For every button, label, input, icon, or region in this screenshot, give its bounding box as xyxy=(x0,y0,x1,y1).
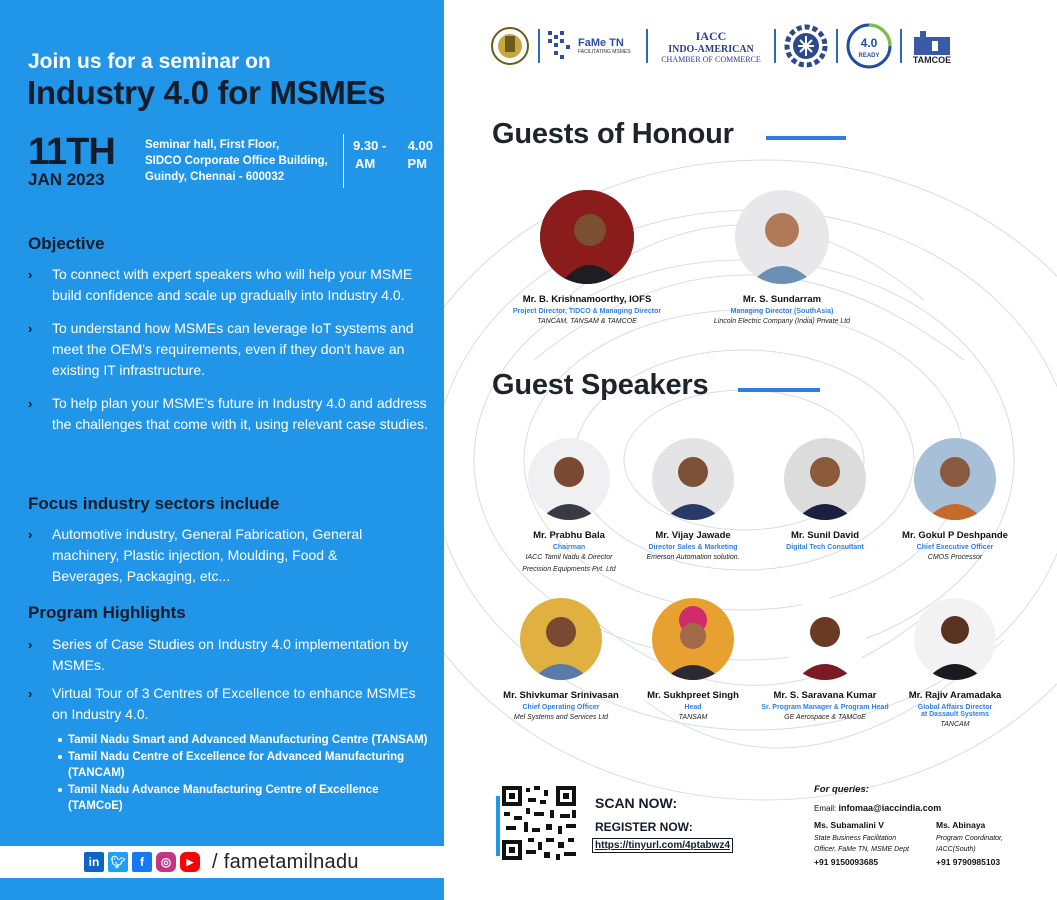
list-item: › To understand how MSMEs can leverage IoT systems and meet the OEM's requirements, even if they don't have an existing IT infrastructure. xyxy=(28,320,414,378)
contact-role: State Business Facilitation Officer, FaMe TN, MSME Dept xyxy=(814,835,909,853)
facebook-icon[interactable]: f xyxy=(132,852,152,872)
iacc-line2: CHAMBER OF COMMERCE xyxy=(661,54,761,64)
highlights-list xyxy=(28,634,428,737)
chevron-right-icon: › xyxy=(28,527,33,542)
speaker-org: Precision Equipments Pvt. Ltd xyxy=(522,566,616,573)
focus-list xyxy=(28,524,388,599)
time-start: 9.30 - xyxy=(353,138,387,153)
speaker-title: Global Affairs Director xyxy=(917,704,993,711)
centres-list xyxy=(58,732,428,815)
speaker-org: Emerson Automation solution. xyxy=(646,554,740,561)
venue-line: Seminar hall, First Floor, xyxy=(145,139,280,151)
instagram-icon[interactable]: ◎ xyxy=(156,852,176,872)
speaker-card xyxy=(760,438,890,551)
social-handle[interactable]: / fametamilnadu xyxy=(212,850,359,873)
list-item: Tamil Nadu Smart and Advanced Manufacturing Centre (TANSAM) xyxy=(58,732,428,748)
contact-role: Program Coordinator, IACC(South) xyxy=(936,835,1003,853)
qr-code[interactable] xyxy=(496,784,580,864)
speaker-org: GE Aerospace & TAMCoE xyxy=(784,714,866,721)
chevron-right-icon: › xyxy=(28,637,33,652)
iacc-logo xyxy=(656,29,766,64)
speaker-name: Mr. Sunil David xyxy=(790,530,860,541)
speaker-org: CMOS Processor xyxy=(927,554,983,561)
speaker-title: Chief Operating Officer xyxy=(522,704,600,711)
focus-heading: Focus industry sectors include xyxy=(28,494,280,513)
heading-underline xyxy=(738,388,820,392)
twitter-icon[interactable]: 🐦︎ xyxy=(108,852,128,872)
speaker-card xyxy=(496,598,626,723)
time-end-ampm: PM xyxy=(407,156,427,171)
guest-name: Mr. B. Krishnamoorthy, IOFS xyxy=(522,294,652,305)
speaker-card xyxy=(504,438,634,575)
speaker-name: Mr. Sukhpreet Singh xyxy=(647,690,739,701)
speaker-card xyxy=(890,598,1020,730)
guest-title: Project Director, TIDCO & Managing Director xyxy=(512,308,662,315)
avatar xyxy=(914,438,996,520)
scan-now-label: SCAN NOW: xyxy=(595,795,678,811)
list-item: › Virtual Tour of 3 Centres of Excellence to enhance MSMEs on Industry 4.0. xyxy=(28,685,416,722)
avatar xyxy=(520,598,602,680)
register-link[interactable]: https://tinyurl.com/4ptabwz4 xyxy=(592,838,733,853)
contact-card xyxy=(814,820,922,867)
list-item: › Series of Case Studies on Industry 4.0 implementation by MSMEs. xyxy=(28,636,409,673)
guest-name: Mr. S. Sundarram xyxy=(742,294,822,305)
fame-text: FaMe TN xyxy=(578,37,624,49)
contact-phone[interactable]: +91 9150093685 xyxy=(814,857,879,867)
bottom-strip xyxy=(0,878,444,900)
objective-list xyxy=(28,264,428,447)
event-headline: Industry 4.0 for MSMEs xyxy=(27,74,386,111)
guest-card xyxy=(682,190,882,327)
speaker-card xyxy=(890,438,1020,563)
divider xyxy=(774,29,776,63)
venue-line: Guindy, Chennai - 600032 xyxy=(145,171,285,183)
guest-title: Managing Director (SouthAsia) xyxy=(730,308,834,315)
time-start-ampm: AM xyxy=(355,156,376,171)
chevron-right-icon: › xyxy=(28,686,33,701)
contact-name: Ms. Abinaya xyxy=(936,820,986,830)
date-day: 11TH xyxy=(28,131,115,173)
fame-sub: FACILITATING MSMES xyxy=(578,49,631,55)
iacc-line1: INDO-AMERICAN xyxy=(668,43,754,55)
email-link[interactable]: infomaa@iaccindia.com xyxy=(838,803,942,813)
event-date xyxy=(28,131,115,190)
divider xyxy=(538,29,540,63)
avatar xyxy=(652,438,734,520)
partner-logos xyxy=(490,18,1030,74)
divider xyxy=(900,29,902,63)
speaker-name: Mr. S. Saravana Kumar xyxy=(773,690,877,701)
queries-title: For queries: xyxy=(814,784,869,795)
divider xyxy=(646,29,648,63)
event-venue xyxy=(145,137,337,185)
venue-line: SIDCO Corporate Office Building, xyxy=(145,155,328,167)
speaker-name: Mr. Vijay Jawade xyxy=(655,530,731,541)
fame-tn-logo xyxy=(548,31,638,61)
speaker-title: Chairman xyxy=(552,544,586,551)
date-month: JAN 2023 xyxy=(28,170,105,189)
avatar xyxy=(784,598,866,680)
speaker-title: Head xyxy=(684,704,702,711)
ready-text: 4.0 xyxy=(860,36,878,50)
chevron-right-icon: › xyxy=(28,396,33,411)
avatar xyxy=(784,438,866,520)
avatar xyxy=(540,190,634,284)
gear-logo xyxy=(784,24,828,68)
guests-heading: Guests of Honour xyxy=(492,118,734,150)
speaker-org: IACC Tamil Nadu & Director xyxy=(525,554,613,561)
contact-phone[interactable]: +91 9790985103 xyxy=(936,857,1001,867)
speaker-title: Director Sales & Marketing xyxy=(648,544,738,551)
ready-sub: READY xyxy=(858,53,880,59)
avatar xyxy=(528,438,610,520)
heading-underline xyxy=(766,136,846,140)
list-item: › Automotive industry, General Fabrication, General machinery, Plastic injection, Moulding, Food & Beverages, Packaging, etc... xyxy=(28,526,363,584)
speaker-card xyxy=(628,438,758,563)
guest-org: Lincoln Electric Company (India) Private Ltd xyxy=(713,318,851,325)
tn-emblem-logo xyxy=(490,26,530,66)
ready-logo xyxy=(846,23,892,69)
list-item: Tamil Nadu Advance Manufacturing Centre of Excellence (TAMCoE) xyxy=(58,782,428,814)
speaker-name: Mr. Shivkumar Srinivasan xyxy=(503,690,619,701)
avatar xyxy=(735,190,829,284)
list-item: Tamil Nadu Centre of Excellence for Advanced Manufacturing (TANCAM) xyxy=(58,749,428,781)
contact-card xyxy=(936,820,1044,867)
speaker-title: Chief Executive Officer xyxy=(916,544,994,551)
left-panel xyxy=(0,0,444,900)
speaker-org: TANCAM xyxy=(940,721,970,728)
speaker-org: TANSAM xyxy=(678,714,708,721)
speaker-title: at Dassault Systems xyxy=(920,711,990,718)
iacc-top: IACC xyxy=(695,28,727,43)
right-panel xyxy=(444,0,1057,900)
divider xyxy=(836,29,838,63)
chevron-right-icon: › xyxy=(28,267,33,282)
queries-email: Email: infomaa@iaccindia.com xyxy=(814,803,942,813)
speaker-name: Mr. Gokul P Deshpande xyxy=(902,530,1008,541)
objective-heading: Objective xyxy=(28,234,105,253)
guest-org: TANCAM, TANSAM & TAMCOE xyxy=(537,318,637,325)
speaker-name: Mr. Rajiv Aramadaka xyxy=(908,690,1002,701)
tamcoe-text: TAMCOE xyxy=(912,55,952,65)
event-intro: Join us for a seminar on xyxy=(28,50,271,73)
list-item: › To help plan your MSME's future in Industry 4.0 and address the challenges that come with it, using relevant case studies. xyxy=(28,395,428,432)
speaker-name: Mr. Prabhu Bala xyxy=(533,530,605,541)
speaker-card xyxy=(628,598,758,723)
speaker-title: Digital Tech Consultant xyxy=(786,544,864,551)
speaker-org: Mel Systems and Services Ltd xyxy=(513,714,609,721)
highlights-heading: Program Highlights xyxy=(28,603,186,622)
contact-name: Ms. Subamalini V xyxy=(814,820,884,830)
speakers-heading: Guest Speakers xyxy=(492,369,709,401)
chevron-right-icon: › xyxy=(28,321,33,336)
event-time xyxy=(353,137,433,173)
speaker-title: Sr. Program Manager & Program Head xyxy=(761,704,889,711)
divider xyxy=(343,134,344,188)
register-now-label: REGISTER NOW: xyxy=(595,820,693,834)
youtube-icon[interactable]: ▶ xyxy=(180,852,200,872)
avatar xyxy=(914,598,996,680)
avatar xyxy=(652,598,734,680)
time-end: 4.00 xyxy=(407,138,433,153)
list-item: › To connect with expert speakers who will help your MSME build confidence and scale up gradually into Industry 4.0. xyxy=(28,266,413,303)
speaker-card xyxy=(760,598,890,723)
social-bar xyxy=(0,846,444,878)
queries-block xyxy=(814,784,1044,867)
tamcoe-logo xyxy=(910,27,954,65)
linkedin-icon[interactable]: in xyxy=(84,852,104,872)
guest-card xyxy=(487,190,687,327)
